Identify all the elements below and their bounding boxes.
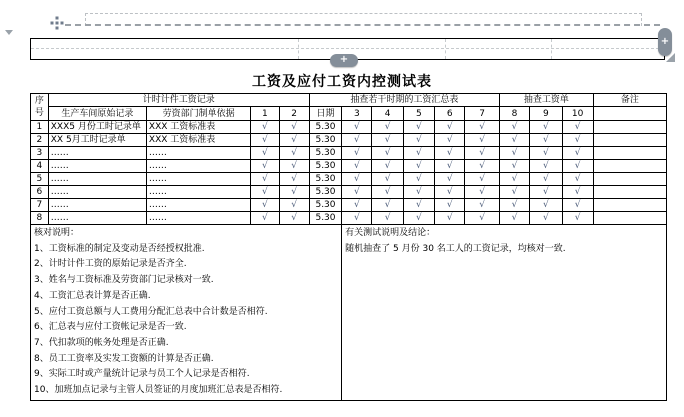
basis-cell: …… [146, 199, 250, 212]
check-cell: √ [530, 160, 562, 173]
column-header-source: 生产车间原始记录 [48, 107, 146, 121]
check-cell: √ [435, 173, 465, 186]
check-cell: √ [279, 147, 309, 160]
column-header-1: 1 [251, 107, 279, 121]
conclusion-body: 随机抽查了 5 月份 30 名工人的工资记录，均核对一致. [345, 243, 566, 254]
table-gridline [65, 24, 660, 26]
check-cell: √ [279, 212, 309, 225]
check-cell: √ [403, 121, 434, 134]
check-cell: √ [279, 160, 309, 173]
check-cell: √ [435, 121, 465, 134]
column-header-2: 2 [279, 107, 309, 121]
column-header-6: 6 [435, 107, 465, 121]
basis-cell: XXX 工资标准表 [146, 121, 250, 134]
check-cell: √ [251, 134, 279, 147]
check-cell: √ [530, 212, 562, 225]
table-row [31, 134, 667, 147]
basis-cell: …… [146, 173, 250, 186]
check-cell: √ [372, 160, 403, 173]
check-cell: √ [465, 212, 500, 225]
row-marker-triangle-icon [5, 30, 13, 35]
seq-cell: 2 [31, 134, 49, 147]
check-cell: √ [372, 121, 403, 134]
seq-cell: 8 [31, 212, 49, 225]
check-cell: √ [251, 147, 279, 160]
check-cell: √ [372, 186, 403, 199]
note-item: 10、加班加点记录与主管人员签证的月度加班汇总表是否相符. [34, 385, 283, 396]
add-column-button[interactable] [658, 28, 672, 56]
seq-cell: 3 [31, 147, 49, 160]
check-cell: √ [465, 121, 500, 134]
remark-cell [593, 199, 666, 212]
check-cell: √ [403, 147, 434, 160]
source-cell: …… [48, 160, 146, 173]
check-cell: √ [562, 134, 593, 147]
date-cell: 5.30 [309, 173, 341, 186]
check-cell: √ [465, 134, 500, 147]
check-notes-list [34, 242, 338, 399]
note-item: 2、计时计件工资的原始记录是否齐全. [34, 259, 187, 270]
check-cell: √ [372, 173, 403, 186]
column-header-basis: 劳资部门制单依据 [146, 107, 250, 121]
check-cell: √ [435, 160, 465, 173]
column-header-3: 3 [342, 107, 372, 121]
check-cell: √ [342, 173, 372, 186]
note-item: 9、实际工时或产量统计记录与员工个人记录是否相符. [34, 369, 250, 380]
table-row [31, 121, 667, 134]
check-cell: √ [530, 186, 562, 199]
check-cell: √ [465, 147, 500, 160]
check-cell: √ [499, 212, 529, 225]
table-row [31, 199, 667, 212]
check-cell: √ [372, 134, 403, 147]
column-header-5: 5 [403, 107, 434, 121]
cell-gridline [551, 39, 552, 59]
check-cell: √ [403, 199, 434, 212]
column-header-9: 9 [530, 107, 562, 121]
basis-cell: …… [146, 147, 250, 160]
column-header-4: 4 [372, 107, 403, 121]
check-cell: √ [562, 186, 593, 199]
check-cell: √ [499, 160, 529, 173]
check-cell: √ [342, 134, 372, 147]
check-cell: √ [435, 186, 465, 199]
check-cell: √ [279, 173, 309, 186]
check-cell: √ [372, 147, 403, 160]
check-cell: √ [530, 173, 562, 186]
column-header-remark-sub [593, 107, 666, 121]
column-header-7: 7 [465, 107, 500, 121]
remark-cell [593, 212, 666, 225]
seq-cell: 1 [31, 121, 49, 134]
check-cell: √ [530, 147, 562, 160]
date-cell: 5.30 [309, 147, 341, 160]
table-row [31, 212, 667, 225]
check-cell: √ [530, 199, 562, 212]
source-cell: …… [48, 173, 146, 186]
date-cell: 5.30 [309, 134, 341, 147]
header-row-groups [31, 94, 667, 107]
check-cell: √ [562, 212, 593, 225]
plus-icon: + [660, 36, 670, 47]
note-item: 6、汇总表与应付工资帐记录是否一致. [34, 322, 187, 333]
cell-gridline [31, 48, 664, 49]
check-cell: √ [562, 147, 593, 160]
check-cell: √ [251, 121, 279, 134]
check-cell: √ [342, 160, 372, 173]
check-notes-cell [31, 225, 342, 401]
check-cell: √ [342, 147, 372, 160]
seq-cell: 5 [31, 173, 49, 186]
check-cell: √ [499, 134, 529, 147]
seq-cell: 7 [31, 199, 49, 212]
check-cell: √ [251, 160, 279, 173]
table-row [31, 173, 667, 186]
table-resize-handle[interactable] [666, 53, 675, 62]
check-cell: √ [562, 121, 593, 134]
check-cell: √ [372, 212, 403, 225]
check-cell: √ [279, 121, 309, 134]
remark-cell [593, 134, 666, 147]
conclusion-cell [342, 225, 667, 401]
check-cell: √ [279, 199, 309, 212]
check-cell: √ [465, 199, 500, 212]
source-cell: XX 5月工时记录单 [48, 134, 146, 147]
check-cell: √ [342, 186, 372, 199]
column-header-8: 8 [499, 107, 529, 121]
check-cell: √ [499, 173, 529, 186]
notes-row [31, 225, 667, 401]
cell-gridline [298, 39, 299, 59]
source-cell: XXX5 月份工时记录单 [48, 121, 146, 134]
check-cell: √ [435, 134, 465, 147]
check-cell: √ [465, 186, 500, 199]
check-cell: √ [279, 134, 309, 147]
source-cell: …… [48, 186, 146, 199]
basis-cell: …… [146, 212, 250, 225]
column-header-10: 10 [562, 107, 593, 121]
source-cell: …… [48, 199, 146, 212]
note-item: 5、应付工资总额与人工费用分配汇总表中合计数是否相符. [34, 306, 268, 317]
remark-cell [593, 147, 666, 160]
basis-cell: …… [146, 186, 250, 199]
remark-cell [593, 173, 666, 186]
check-cell: √ [465, 160, 500, 173]
check-cell: √ [562, 199, 593, 212]
check-cell: √ [372, 199, 403, 212]
check-cell: √ [403, 186, 434, 199]
column-group-time-piece: 计时计件工资记录 [48, 94, 309, 107]
remark-cell [593, 160, 666, 173]
table-move-handle-icon[interactable] [50, 15, 64, 29]
table-row [31, 160, 667, 173]
check-cell: √ [403, 160, 434, 173]
check-cell: √ [435, 147, 465, 160]
table-row [31, 147, 667, 160]
column-group-summary: 抽查若干时期的工资汇总表 [309, 94, 499, 107]
cell-gridline [445, 39, 446, 59]
check-cell: √ [435, 212, 465, 225]
check-cell: √ [499, 199, 529, 212]
note-item: 7、代扣款项的帐务处理是否正确. [34, 337, 169, 348]
date-cell: 5.30 [309, 160, 341, 173]
check-cell: √ [562, 160, 593, 173]
payroll-test-table [30, 93, 667, 401]
remark-cell [593, 121, 666, 134]
check-cell: √ [499, 121, 529, 134]
check-cell: √ [403, 212, 434, 225]
check-cell: √ [499, 147, 529, 160]
note-item: 8、员工工资率及实发工资额的计算是否正确. [34, 353, 214, 364]
check-cell: √ [251, 173, 279, 186]
date-cell: 5.30 [309, 121, 341, 134]
column-header-date: 日期 [309, 107, 341, 121]
check-cell: √ [403, 134, 434, 147]
column-header-remark: 备注 [593, 94, 666, 107]
table-row [31, 186, 667, 199]
note-item: 3、姓名与工资标准及劳资部门记录核对一致. [34, 275, 214, 286]
check-cell: √ [562, 173, 593, 186]
seq-cell: 6 [31, 186, 49, 199]
date-cell: 5.30 [309, 186, 341, 199]
date-cell: 5.30 [309, 212, 341, 225]
basis-cell: XXX 工资标准表 [146, 134, 250, 147]
check-cell: √ [251, 186, 279, 199]
check-cell: √ [465, 173, 500, 186]
header-row-sub [31, 107, 667, 121]
check-cell: √ [530, 121, 562, 134]
source-cell: …… [48, 147, 146, 160]
four-way-arrow-icon [50, 16, 64, 30]
column-header-seq: 序号 [31, 94, 49, 121]
conclusion-heading: 有关测试说明及结论： [345, 228, 436, 238]
column-group-payroll: 抽查工资单 [499, 94, 593, 107]
check-cell: √ [342, 199, 372, 212]
check-cell: √ [530, 134, 562, 147]
check-cell: √ [251, 199, 279, 212]
check-cell: √ [403, 173, 434, 186]
check-cell: √ [279, 186, 309, 199]
basis-cell: …… [146, 160, 250, 173]
payroll-table-body [31, 121, 667, 225]
remark-cell [593, 186, 666, 199]
date-cell: 5.30 [309, 199, 341, 212]
plus-icon: + [339, 54, 349, 65]
note-item: 1、工资标准的制定及变动是否经授权批准. [34, 243, 205, 254]
note-item: 4、工资汇总表计算是否正确. [34, 290, 151, 301]
check-cell: √ [499, 186, 529, 199]
seq-cell: 4 [31, 160, 49, 173]
check-cell: √ [251, 212, 279, 225]
check-cell: √ [342, 121, 372, 134]
page-title: 工资及应付工资内控测试表 [252, 74, 432, 90]
check-notes-heading: 核对说明： [34, 228, 80, 238]
add-row-button[interactable] [330, 54, 358, 67]
check-cell: √ [435, 199, 465, 212]
source-cell: …… [48, 212, 146, 225]
check-cell: √ [342, 212, 372, 225]
